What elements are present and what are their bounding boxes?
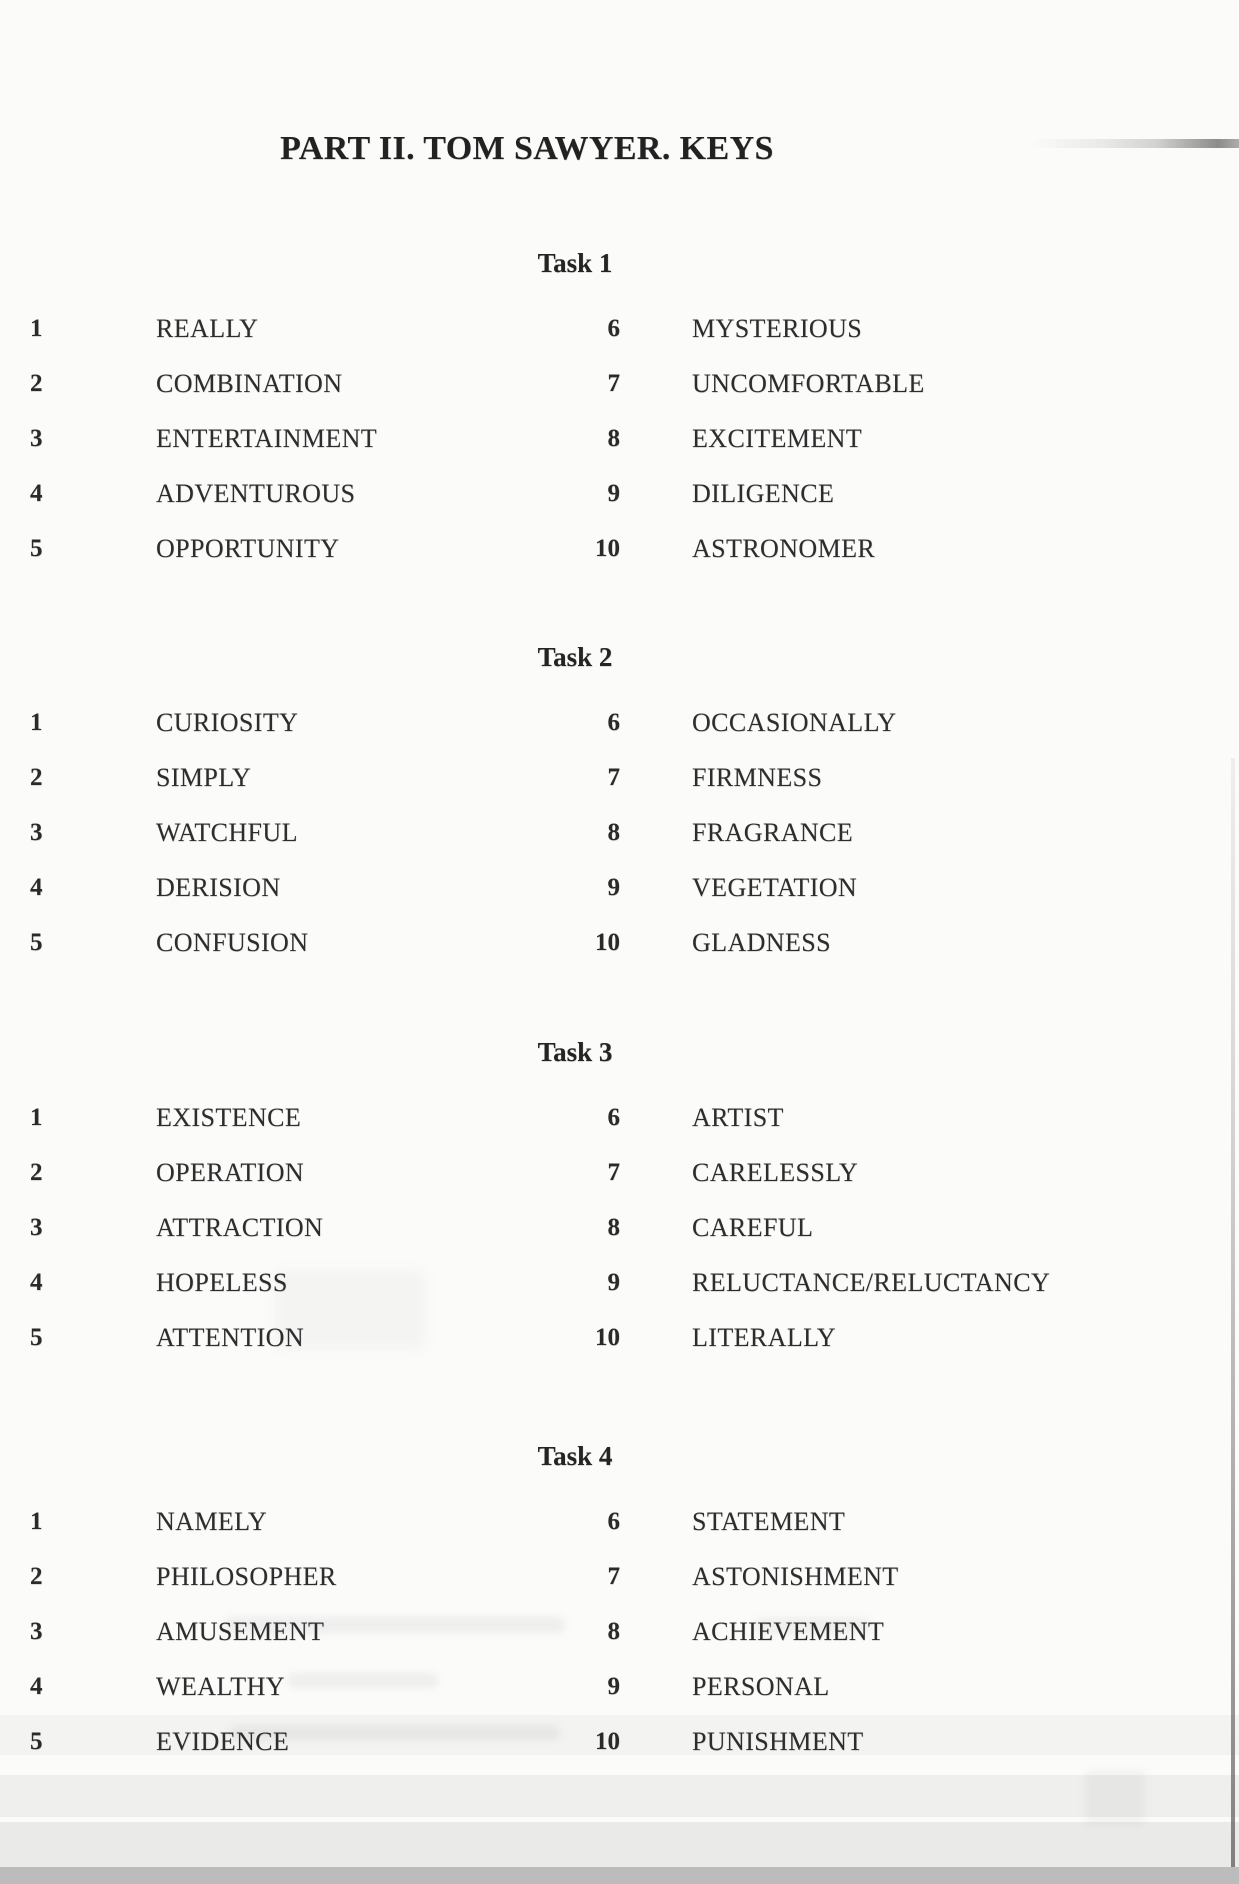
- answer-row: [0, 1605, 1239, 1660]
- answer-word-right: OCCASIONALLY: [692, 708, 897, 738]
- answer-number-right: 9: [607, 1673, 620, 1701]
- answer-number-right: 7: [607, 369, 620, 397]
- answer-number-left: 2: [30, 1563, 43, 1591]
- answer-row: [0, 301, 1239, 356]
- answer-rows: [0, 696, 1239, 971]
- task-heading: Task 1: [537, 248, 613, 278]
- answer-number-right: 8: [607, 819, 620, 847]
- answer-word-right: CAREFUL: [692, 1212, 814, 1242]
- answer-row: [0, 411, 1239, 466]
- answer-number-right: 6: [607, 1103, 620, 1131]
- answer-word-right: VEGETATION: [692, 873, 858, 903]
- answer-number-left: 1: [30, 709, 43, 737]
- task-section: [0, 1037, 1239, 1365]
- answer-rows: [0, 301, 1239, 576]
- task-sections: [0, 248, 1239, 1770]
- answer-rows: [0, 1495, 1239, 1770]
- answer-word-left: COMBINATION: [156, 368, 343, 398]
- answer-number-left: 4: [30, 479, 43, 507]
- answer-number-right: 8: [607, 1213, 620, 1241]
- answer-word-right: FIRMNESS: [692, 763, 823, 793]
- answer-number-left: 5: [30, 929, 43, 957]
- answer-word-right: MYSTERIOUS: [692, 313, 863, 343]
- answer-row: [0, 1090, 1239, 1145]
- answer-word-right: ARTIST: [692, 1102, 784, 1132]
- answer-word-left: OPPORTUNITY: [156, 533, 340, 563]
- answer-word-left: ATTENTION: [156, 1322, 305, 1352]
- scan-artifact-gray-band: [0, 1822, 1239, 1870]
- answer-word-left: ENTERTAINMENT: [156, 423, 378, 453]
- answer-word-right: PERSONAL: [692, 1672, 830, 1702]
- answer-row: [0, 806, 1239, 861]
- answer-number-right: 7: [607, 1563, 620, 1591]
- answer-row: [0, 356, 1239, 411]
- answer-number-left: 5: [30, 1728, 43, 1756]
- answer-number-left: 5: [30, 1323, 43, 1351]
- answer-word-right: ASTONISHMENT: [692, 1562, 899, 1592]
- answer-number-right: 7: [607, 1158, 620, 1186]
- scan-artifact-smudge: [1085, 1770, 1145, 1825]
- answer-row: [0, 521, 1239, 576]
- answer-number-right: 10: [595, 1323, 620, 1351]
- answer-word-left: HOPELESS: [156, 1267, 288, 1297]
- answer-number-left: 2: [30, 369, 43, 397]
- answer-word-left: WATCHFUL: [156, 818, 298, 848]
- answer-word-right: RELUCTANCE/RELUCTANCY: [692, 1267, 1051, 1297]
- answer-number-left: 3: [30, 1213, 43, 1241]
- answer-word-right: LITERALLY: [692, 1322, 836, 1352]
- answer-word-left: WEALTHY: [156, 1672, 285, 1702]
- answer-number-right: 6: [607, 709, 620, 737]
- answer-row: [0, 1310, 1239, 1365]
- answer-word-right: UNCOMFORTABLE: [692, 368, 925, 398]
- answer-row: [0, 1145, 1239, 1200]
- answer-word-right: DILIGENCE: [692, 478, 835, 508]
- page-title: PART II. TOM SAWYER. KEYS: [280, 130, 774, 167]
- task-section: [0, 642, 1239, 970]
- answer-number-left: 1: [30, 1103, 43, 1131]
- answer-row: [0, 1715, 1239, 1770]
- answer-number-right: 10: [595, 534, 620, 562]
- task-heading: Task 3: [537, 1036, 613, 1067]
- answer-number-left: 4: [30, 1268, 43, 1296]
- answer-word-right: ASTRONOMER: [692, 533, 876, 563]
- answer-number-right: 9: [607, 874, 620, 902]
- answer-word-left: PHILOSOPHER: [156, 1562, 337, 1592]
- task-section: [0, 1441, 1239, 1769]
- answer-row: [0, 466, 1239, 521]
- answer-number-right: 8: [607, 1618, 620, 1646]
- answer-row: [0, 916, 1239, 971]
- answer-word-left: CURIOSITY: [156, 708, 299, 738]
- answer-word-left: CONFUSION: [156, 928, 309, 958]
- answer-number-right: 8: [607, 424, 620, 452]
- answer-number-left: 1: [30, 314, 43, 342]
- answer-word-left: REALLY: [156, 313, 259, 343]
- answer-number-right: 10: [595, 929, 620, 957]
- answer-number-left: 3: [30, 819, 43, 847]
- answer-number-right: 9: [607, 1268, 620, 1296]
- answer-word-left: AMUSEMENT: [156, 1617, 325, 1647]
- answer-number-left: 2: [30, 764, 43, 792]
- answer-word-left: DERISION: [156, 873, 281, 903]
- answer-word-right: EXCITEMENT: [692, 423, 863, 453]
- answer-word-right: GLADNESS: [692, 928, 831, 958]
- answer-word-left: OPERATION: [156, 1157, 305, 1187]
- scan-artifact-gray-band: [0, 1775, 1239, 1817]
- answer-word-right: CARELESSLY: [692, 1157, 859, 1187]
- answer-number-left: 5: [30, 534, 43, 562]
- answer-word-right: PUNISHMENT: [692, 1727, 864, 1757]
- document-page: [0, 130, 1239, 1770]
- answer-word-left: SIMPLY: [156, 763, 252, 793]
- answer-number-right: 9: [607, 479, 620, 507]
- task-heading: Task 2: [537, 642, 613, 673]
- answer-row: [0, 861, 1239, 916]
- answer-word-left: ATTRACTION: [156, 1212, 324, 1242]
- answer-row: [0, 1550, 1239, 1605]
- answer-rows: [0, 1090, 1239, 1365]
- answer-row: [0, 1255, 1239, 1310]
- answer-row: [0, 1200, 1239, 1255]
- answer-word-right: ACHIEVEMENT: [692, 1617, 885, 1647]
- task-section: [0, 248, 1239, 576]
- answer-number-right: 10: [595, 1728, 620, 1756]
- answer-number-left: 1: [30, 1508, 43, 1536]
- answer-word-left: EVIDENCE: [156, 1727, 290, 1757]
- answer-row: [0, 1495, 1239, 1550]
- answer-row: [0, 696, 1239, 751]
- answer-word-left: EXISTENCE: [156, 1102, 302, 1132]
- scan-artifact-bottom-shadow: [0, 1867, 1239, 1884]
- answer-word-left: ADVENTUROUS: [156, 478, 356, 508]
- answer-number-left: 3: [30, 1618, 43, 1646]
- answer-number-right: 6: [607, 1508, 620, 1536]
- answer-number-left: 4: [30, 1673, 43, 1701]
- answer-number-right: 6: [607, 314, 620, 342]
- answer-word-left: NAMELY: [156, 1507, 268, 1537]
- answer-number-right: 7: [607, 764, 620, 792]
- answer-number-left: 2: [30, 1158, 43, 1186]
- answer-number-left: 4: [30, 874, 43, 902]
- answer-word-right: STATEMENT: [692, 1507, 846, 1537]
- answer-number-left: 3: [30, 424, 43, 452]
- answer-row: [0, 1660, 1239, 1715]
- task-heading: Task 4: [537, 1441, 613, 1472]
- answer-word-right: FRAGRANCE: [692, 818, 854, 848]
- answer-row: [0, 751, 1239, 806]
